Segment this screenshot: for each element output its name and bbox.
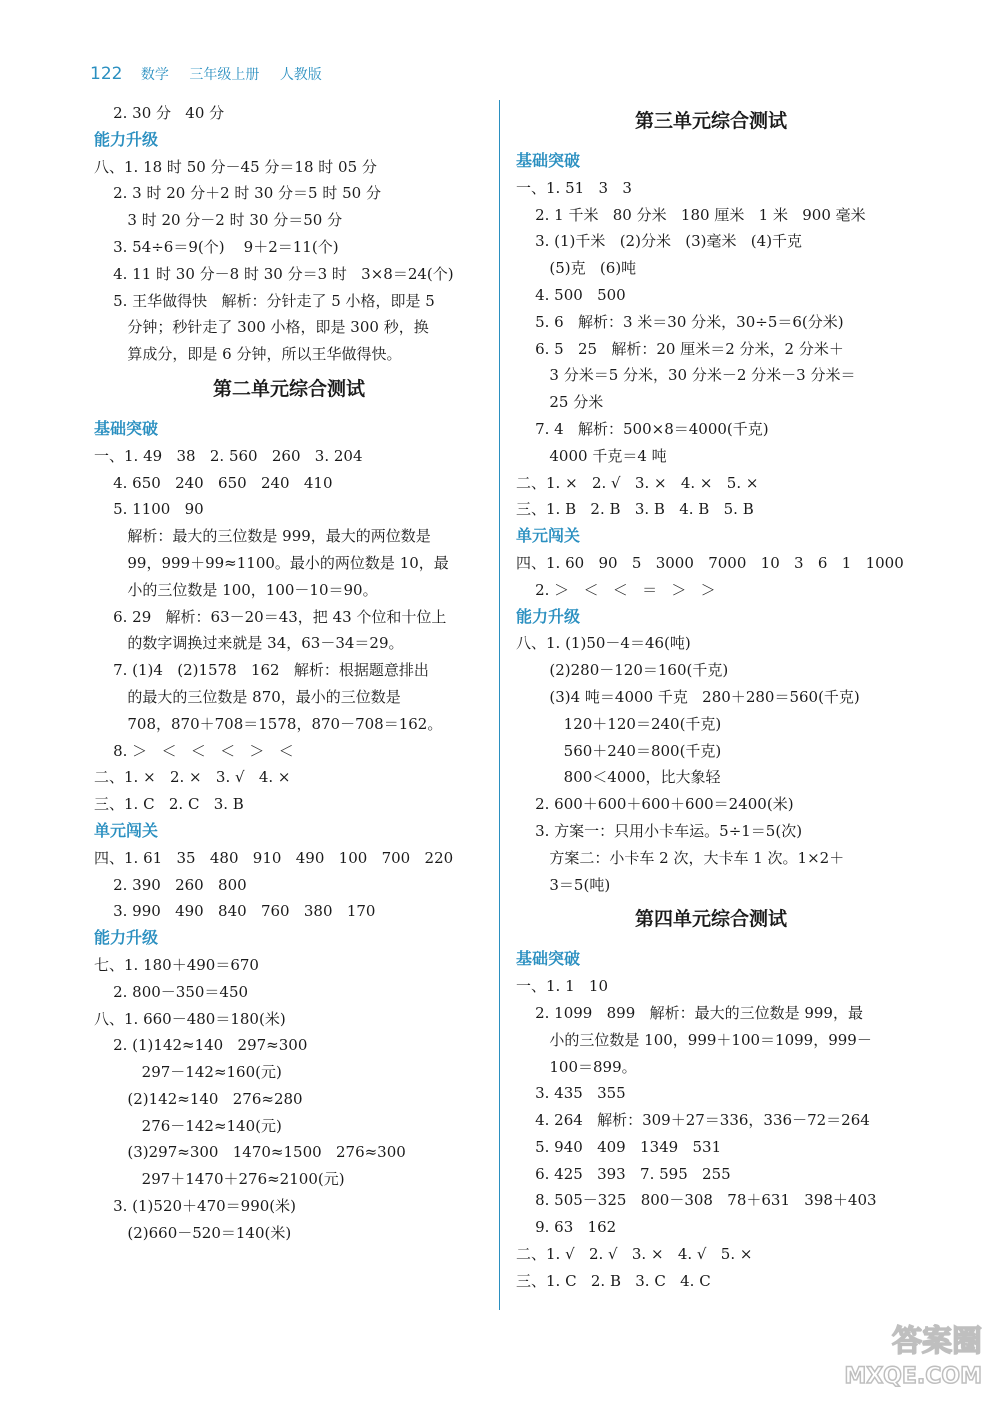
right-column [516,100,906,1295]
subject: 数学 [140,67,169,83]
answer-line: 3. 990 490 840 760 380 170 [94,902,376,921]
answer-line: 6. 29 解析：63－20＝43，把 43 个位和十位上 [94,607,447,626]
answer-line: 小的三位数是 100，100－10＝90。 [94,580,378,599]
answer-line: 七、1. 180＋490＝670 [94,955,259,974]
section-heading: 基础突破 [516,949,581,969]
watermark-top: 答案圈 [892,1324,982,1359]
section-heading: 能力升级 [94,129,159,149]
page-header [90,64,338,84]
answer-line: 8. 505－325 800－308 78＋631 398＋403 [516,1191,877,1210]
unit-title: 第三单元综合测试 [634,110,787,132]
answer-line: 2. 800－350＝450 [94,982,249,1001]
answer-line: 2. 1 千米 80 分米 180 厘米 1 米 900 毫米 [516,205,866,224]
answer-line: (2)280－120＝160(千克) [516,661,729,680]
answer-line: 297＋1470＋276≈2100(元) [94,1170,345,1189]
answer-line: 9. 63 162 [516,1218,617,1237]
answer-line: 的最大的三位数是 870，最小的三位数是 [94,687,401,706]
answer-line: 276－142≈140(元) [94,1116,282,1135]
column-divider [499,100,500,1310]
answer-line: 3. (1)千米 (2)分米 (3)毫米 (4)千克 [516,232,803,251]
unit-title: 第二单元综合测试 [212,377,365,400]
answer-line: 560＋240＝800(千克) [516,741,722,760]
section-heading: 单元闯关 [94,820,159,840]
answer-line: 100＝899。 [516,1057,637,1076]
answer-line: 120＋120＝240(千克) [516,714,722,733]
unit-title: 第四单元综合测试 [634,908,787,931]
answer-line: 4. 264 解析：309＋27＝336，336－72＝264 [516,1111,870,1130]
answer-line: 四、1. 61 35 480 910 490 100 700 220 [94,848,454,867]
section-heading: 能力升级 [516,606,581,626]
answer-line: 的数字调换过来就是 34，63－34＝29。 [94,634,404,653]
answer-line: 5. 王华做得快 解析：分针走了 5 小格，即是 5 [94,291,435,310]
answer-line: 八、1. 18 时 50 分－45 分＝18 时 05 分 [94,157,377,176]
answer-line: 2. 390 260 800 [94,875,247,894]
answer-line: 5. 940 409 1349 531 [516,1137,722,1156]
answer-line: 5. 6 解析：3 米＝30 分米，30÷5＝6(分米) [516,312,844,331]
answer-line: 2. 600＋600＋600＋600＝2400(米) [516,795,794,814]
answer-line: 3. 方案一：只用小卡车运。5÷1＝5(次) [516,821,803,840]
answer-line: 4. 11 时 30 分－8 时 30 分＝3 时 3×8＝24(个) [94,264,454,283]
answer-line: 三、1. C 2. B 3. C 4. C [516,1271,711,1290]
answer-line: 297－142≈160(元) [94,1063,282,1082]
answer-line: 分钟；秒针走了 300 小格，即是 300 秒，换 [94,318,429,337]
answer-line: 3. (1)520＋470＝990(米) [94,1197,296,1216]
answer-line: (3)4 吨＝4000 千克 280＋280＝560(千克) [516,687,860,706]
left-column [94,100,484,1247]
answer-line: (2)142≈140 276≈280 [94,1089,303,1108]
answer-line: 3. 435 355 [516,1084,626,1103]
answer-line: 800＜4000，比大象轻 [516,768,721,787]
answer-line: 方案二：小卡车 2 次，大卡车 1 次。1×2＋ [516,848,845,867]
section-heading: 基础突破 [516,151,581,170]
answer-line: 四、1. 60 90 5 3000 7000 10 3 6 1 1000 [516,553,904,572]
answer-line: 三、1. B 2. B 3. B 4. B 5. B [516,500,754,519]
answer-line: 小的三位数是 100，999＋100＝1099，999－ [516,1030,872,1049]
answer-line: 一、1. 1 10 [516,977,609,996]
answer-line: 2. 3 时 20 分＋2 时 30 分＝5 时 50 分 [94,184,381,203]
answer-line: 二、1. × 2. × 3. √ 4. × [94,768,291,787]
answer-line: 二、1. √ 2. √ 3. × 4. √ 5. × [516,1245,753,1264]
answer-line: 4000 千克＝4 吨 [516,446,667,465]
answer-line: (3)297≈300 1470≈1500 276≈300 [94,1143,406,1162]
answer-line: 八、1. (1)50－4＝46(吨) [516,634,691,653]
answer-line: 4. 500 500 [516,285,626,304]
answer-line: 算成分，即是 6 分钟，所以王华做得快。 [94,345,402,364]
answer-line: 二、1. × 2. √ 3. × 4. × 5. × [516,473,759,492]
section-heading: 能力升级 [94,928,159,948]
answer-line: 解析：最大的三位数是 999，最大的两位数是 [94,527,431,546]
watermark-bottom: MXQE.COM [844,1364,982,1389]
edition: 人教版 [279,67,322,83]
answer-line: 3 时 20 分－2 时 30 分＝50 分 [94,211,343,230]
answer-line: 三、1. C 2. C 3. B [94,795,244,814]
answer-line: (2)660－520＝140(米) [94,1223,292,1242]
grade: 三年级上册 [189,67,260,83]
answer-line: 2. 1099 899 解析：最大的三位数是 999，最 [516,1003,863,1022]
answer-line: 99，999＋99≈1100。最小的两位数是 10，最 [94,553,449,572]
answer-line: 2. 30 分 40 分 [94,104,225,122]
answer-line: 2. ＞ ＜ ＜ ＝ ＞ ＞ [516,580,716,599]
answer-line: 7. (1)4 (2)1578 162 解析：根据题意排出 [94,661,429,680]
watermark-logo [810,1311,990,1391]
answer-line: 4. 650 240 650 240 410 [94,473,333,492]
answer-line: 3. 54÷6＝9(个) 9＋2＝11(个) [94,237,339,256]
page-number: 122 [90,64,123,84]
answer-line: 2. (1)142≈140 297≈300 [94,1036,308,1055]
answer-line: 6. 425 393 7. 595 255 [516,1164,731,1183]
answer-line: 25 分米 [516,393,604,412]
answer-line: 一、1. 51 3 3 [516,178,632,197]
answer-line: 8. ＞ ＜ ＜ ＜ ＞ ＜ [94,741,294,760]
answer-line: 一、1. 49 38 2. 560 260 3. 204 [94,446,363,465]
section-heading: 基础突破 [94,418,159,438]
section-heading: 单元闯关 [516,526,581,546]
answer-line: 3 分米＝5 分米，30 分米－2 分米－3 分米＝ [516,366,856,385]
answer-line: 708，870＋708＝1578，870－708＝162。 [94,714,443,733]
answer-line: 5. 1100 90 [94,500,204,519]
answer-line: 7. 4 解析：500×8＝4000(千克) [516,419,769,438]
answer-line: 3＝5(吨) [516,875,611,894]
answer-line: 八、1. 660－480＝180(米) [94,1009,286,1028]
answer-line: 6. 5 25 解析：20 厘米＝2 分米，2 分米＋ [516,339,844,358]
answer-line: (5)克 (6)吨 [516,259,637,278]
